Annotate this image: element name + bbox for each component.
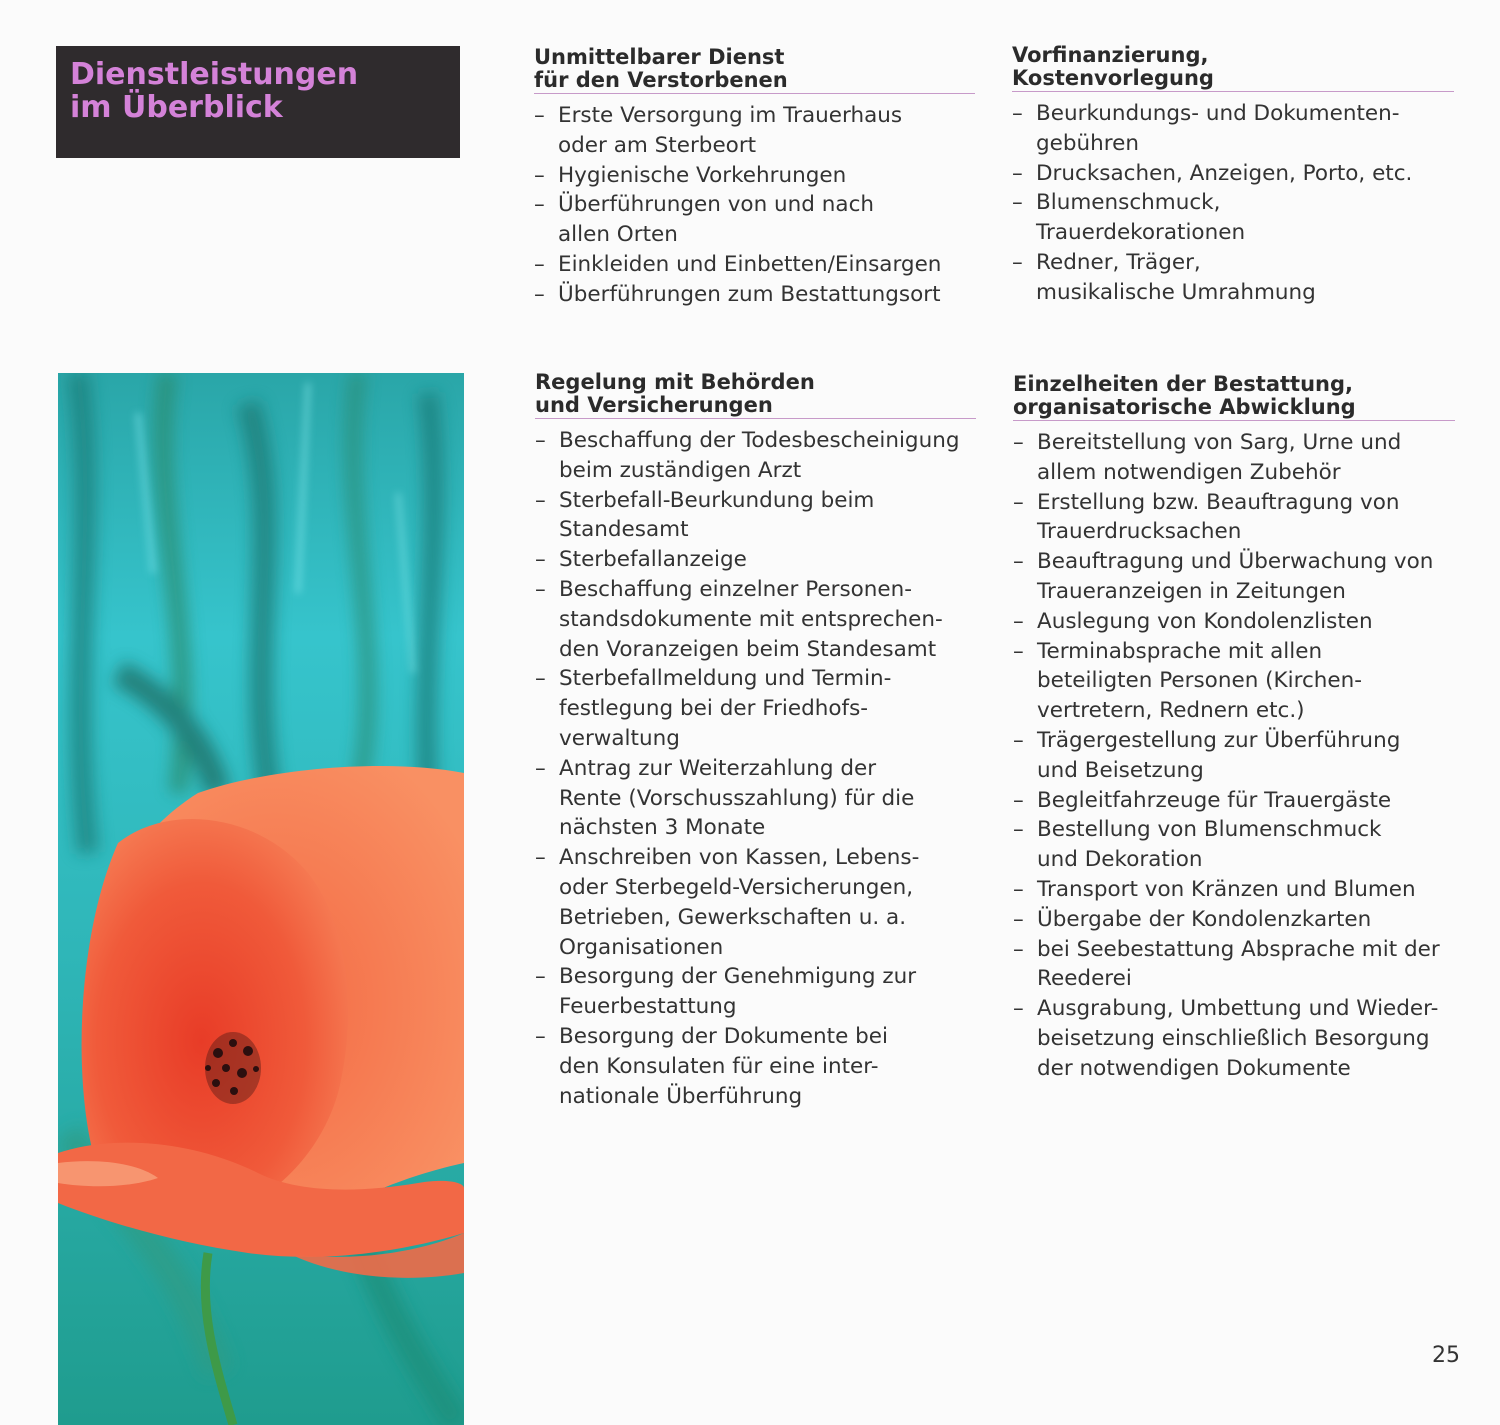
list-item-line: Terminabsprache mit allen <box>1037 638 1323 664</box>
list-item-line: Reederei <box>1037 966 1132 992</box>
list-item-line: verwaltung <box>559 725 680 751</box>
bullet-dash: – <box>1013 608 1024 634</box>
bullet-dash: – <box>534 281 545 307</box>
section-heading-line: für den Verstorbenen <box>534 68 788 92</box>
section-heading <box>1013 373 1455 421</box>
list-item-line: Betrieben, Gewerkschaften u. a. <box>559 904 907 930</box>
list-item <box>535 754 976 843</box>
bullet-dash: – <box>1013 787 1024 813</box>
list-item-line: bei Seebestattung Absprache mit der <box>1037 936 1440 962</box>
list-item <box>1013 786 1455 816</box>
list-item <box>1013 547 1455 607</box>
list-item-line: Überführungen zum Bestattungsort <box>558 281 941 307</box>
bullet-dash: – <box>534 103 545 128</box>
bullet-dash: – <box>1013 817 1024 843</box>
bullet-dash: – <box>535 487 546 513</box>
list-item <box>535 545 976 575</box>
bullet-dash: – <box>1013 936 1024 962</box>
list-item-line: allem notwendigen Zubehör <box>1037 459 1341 485</box>
section-heading-line: Vorfinanzierung, <box>1012 43 1209 67</box>
section-list <box>1013 428 1455 1084</box>
section-heading <box>534 46 975 94</box>
bullet-dash: – <box>535 1023 546 1049</box>
list-item-line: und Beisetzung <box>1037 757 1204 783</box>
list-item-line: den Voranzeigen beim Standesamt <box>559 636 937 662</box>
bullet-dash: – <box>1013 489 1024 515</box>
bullet-dash: – <box>535 547 546 573</box>
section-heading <box>535 371 976 419</box>
list-item-line: Redner, Träger, <box>1036 249 1201 275</box>
section-heading-line: organisatorische Abwicklung <box>1013 395 1356 419</box>
list-item <box>535 426 976 486</box>
bullet-dash: – <box>535 845 546 871</box>
list-item-line: Hygienische Vorkehrungen <box>558 162 847 188</box>
list-item-line: Antrag zur Weiterzahlung der <box>559 755 877 781</box>
list-item <box>1013 637 1455 726</box>
list-item-line: Blumenschmuck, <box>1036 190 1221 216</box>
list-item <box>535 575 976 664</box>
list-item-line: oder Sterbegeld-Versicherungen, <box>559 874 914 900</box>
list-item-line: nationale Überführung <box>559 1083 803 1109</box>
section-list <box>534 101 975 310</box>
list-item-line: gebühren <box>1036 130 1139 156</box>
list-item <box>534 250 975 280</box>
bullet-dash: – <box>535 576 546 602</box>
bullet-dash: – <box>534 162 545 188</box>
list-item <box>1013 488 1455 548</box>
list-item-line: Erste Versorgung im Trauerhaus <box>558 103 903 128</box>
list-item <box>534 190 975 250</box>
list-item-line: Bereitstellung von Sarg, Urne und <box>1037 430 1402 455</box>
list-item-line: festlegung bei der Friedhofs- <box>559 696 869 722</box>
list-item-line: Besorgung der Dokumente bei <box>559 1023 888 1049</box>
bullet-dash: – <box>1012 101 1023 126</box>
list-item-line: beisetzung einschließlich Besorgung <box>1037 1025 1430 1051</box>
bullet-dash: – <box>1013 876 1024 902</box>
section-heading-line: Einzelheiten der Bestattung, <box>1013 372 1353 396</box>
list-item <box>534 280 975 310</box>
list-item-line: Besorgung der Genehmigung zur <box>559 964 917 990</box>
list-item-line: musikalische Umrahmung <box>1036 279 1316 305</box>
list-item-line: standsdokumente mit entsprechen- <box>559 606 943 632</box>
bullet-dash: – <box>535 666 546 692</box>
list-item <box>1013 726 1455 786</box>
bullet-dash: – <box>1013 996 1024 1022</box>
list-item-line: oder am Sterbeort <box>558 132 757 158</box>
list-item <box>534 101 975 161</box>
list-item-line: Beschaffung der Todesbescheinigung <box>559 428 960 453</box>
bullet-dash: – <box>1012 190 1023 216</box>
section-heading-line: und Versicherungen <box>535 393 773 417</box>
list-item-line: Bestellung von Blumenschmuck <box>1037 817 1382 843</box>
list-item-line: Überführungen von und nach <box>558 192 875 218</box>
bullet-dash: – <box>535 964 546 990</box>
section-list <box>535 426 976 1111</box>
bullet-dash: – <box>1013 727 1024 753</box>
list-item-line: und Dekoration <box>1037 847 1203 873</box>
list-item <box>535 486 976 546</box>
list-item-line: Standesamt <box>559 517 689 543</box>
list-item <box>535 1022 976 1111</box>
list-item-line: Beurkundungs- und Dokumenten- <box>1036 101 1400 126</box>
list-item-line: der notwendigen Dokumente <box>1037 1055 1351 1081</box>
list-item <box>1013 428 1455 488</box>
section-list <box>1012 99 1454 308</box>
list-item-line: vertretern, Rednern etc.) <box>1037 698 1305 724</box>
list-item-line: nächsten 3 Monate <box>559 815 766 841</box>
list-item-line: Anschreiben von Kassen, Lebens- <box>559 845 920 871</box>
list-item-line: Trauerdekorationen <box>1036 220 1246 246</box>
page-title-line-1: Dienstleistungen <box>70 57 359 92</box>
list-item <box>535 843 976 962</box>
list-item-line: Trägergestellung zur Überführung <box>1037 727 1401 753</box>
section-unmittelbarer-dienst <box>534 46 975 310</box>
bullet-dash: – <box>534 251 545 277</box>
list-item-line: Erstellung bzw. Beauftragung von <box>1037 489 1400 515</box>
list-item <box>534 161 975 191</box>
list-item <box>1013 875 1455 905</box>
list-item <box>1013 994 1455 1083</box>
list-item-line: Transport von Kränzen und Blumen <box>1037 876 1416 902</box>
section-heading-line: Unmittelbarer Dienst <box>534 45 785 69</box>
bullet-dash: – <box>1013 549 1024 575</box>
poppy-photo <box>58 373 464 1425</box>
list-item-line: Feuerbestattung <box>559 994 737 1020</box>
list-item-line: Sterbefallanzeige <box>559 547 747 573</box>
list-item-line: allen Orten <box>558 222 678 248</box>
bullet-dash: – <box>1013 638 1024 664</box>
section-heading-line: Regelung mit Behörden <box>535 370 815 394</box>
page-title-line-2: im Überblick <box>70 90 283 125</box>
list-item <box>535 962 976 1022</box>
page-number: 25 <box>1432 1343 1460 1368</box>
list-item-line: den Konsulaten für eine inter- <box>559 1053 879 1079</box>
section-heading-line: Kostenvorlegung <box>1012 66 1214 90</box>
list-item-line: Begleitfahrzeuge für Trauergäste <box>1037 787 1392 813</box>
list-item-line: Traueranzeigen in Zeitungen <box>1037 578 1346 604</box>
list-item-line: Sterbefall-Beurkundung beim <box>559 487 875 513</box>
section-einzelheiten-bestattung <box>1013 373 1455 1084</box>
list-item <box>1013 935 1455 995</box>
list-item-line: Auslegung von Kondolenzlisten <box>1037 608 1373 634</box>
list-item <box>1012 188 1454 248</box>
list-item-line: Beauftragung und Überwachung von <box>1037 549 1434 575</box>
bullet-dash: – <box>1013 906 1024 932</box>
list-item-line: Organisationen <box>559 934 724 960</box>
list-item-line: Ausgrabung, Umbettung und Wieder- <box>1037 996 1439 1022</box>
list-item <box>1012 159 1454 189</box>
page-title-box <box>56 46 460 158</box>
list-item-line: Beschaffung einzelner Personen- <box>559 576 913 602</box>
list-item-line: Übergabe der Kondolenzkarten <box>1037 906 1372 932</box>
bullet-dash: – <box>535 755 546 781</box>
bullet-dash: – <box>1013 430 1024 455</box>
section-vorfinanzierung <box>1012 44 1454 308</box>
list-item-line: Trauerdrucksachen <box>1037 519 1242 545</box>
list-item-line: Drucksachen, Anzeigen, Porto, etc. <box>1036 160 1413 186</box>
section-behoerden-versicherungen <box>535 371 976 1111</box>
bullet-dash: – <box>1012 249 1023 275</box>
list-item <box>1013 905 1455 935</box>
section-heading <box>1012 44 1454 92</box>
list-item <box>1012 99 1454 159</box>
list-item <box>1013 607 1455 637</box>
list-item <box>535 664 976 753</box>
list-item-line: beim zuständigen Arzt <box>559 457 802 483</box>
list-item-line: Einkleiden und Einbetten/Einsargen <box>558 251 942 277</box>
list-item <box>1013 815 1455 875</box>
list-item-line: Sterbefallmeldung und Termin- <box>559 666 892 692</box>
list-item-line: Rente (Vorschusszahlung) für die <box>559 785 915 811</box>
list-item <box>1012 248 1454 308</box>
bullet-dash: – <box>535 428 546 453</box>
bullet-dash: – <box>1012 160 1023 186</box>
list-item-line: beteiligten Personen (Kirchen- <box>1037 668 1363 694</box>
bullet-dash: – <box>534 192 545 218</box>
